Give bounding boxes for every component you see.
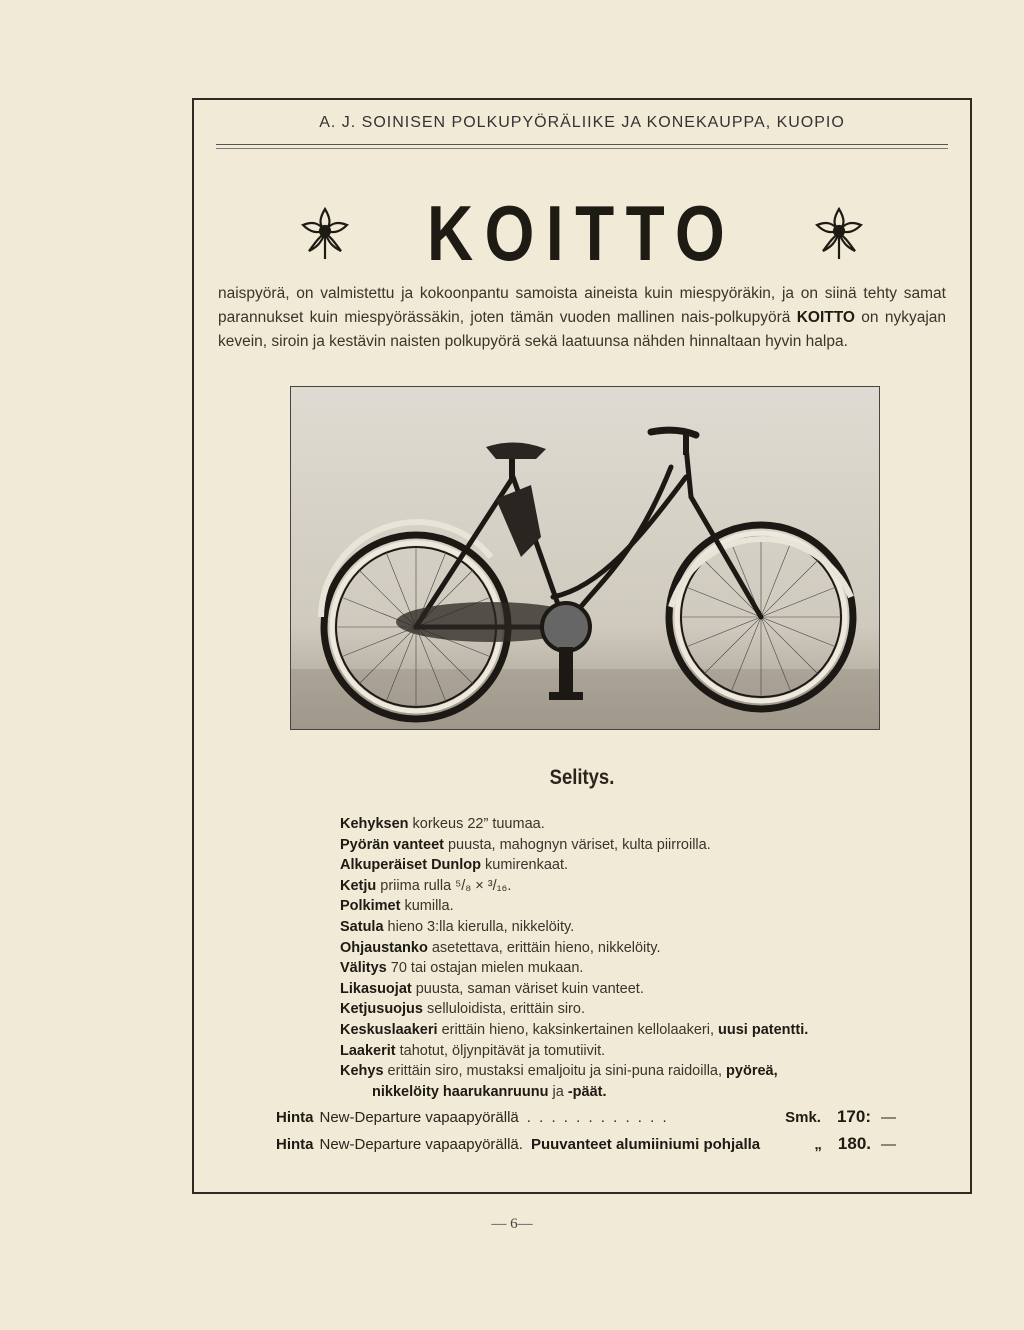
spec-row bbox=[340, 999, 860, 1020]
spec-row-continuation bbox=[340, 1082, 860, 1103]
spec-emphasis: pyöreä, bbox=[726, 1063, 778, 1080]
price-amount: 170: bbox=[836, 1107, 871, 1126]
spec-desc: ja bbox=[548, 1083, 568, 1100]
page-frame bbox=[192, 98, 972, 1194]
spec-row bbox=[340, 1020, 860, 1041]
spec-row bbox=[340, 855, 860, 876]
spec-term: Satula bbox=[340, 918, 384, 935]
spec-desc: korkeus 22” tuumaa. bbox=[408, 816, 545, 832]
spec-row bbox=[340, 1061, 860, 1082]
price-description: New-Departure vapaapyörällä bbox=[319, 1109, 519, 1126]
price-label: Hinta bbox=[276, 1136, 314, 1153]
spec-desc: selluloidista, erittäin siro. bbox=[422, 1001, 585, 1018]
spec-row bbox=[340, 896, 860, 917]
spec-term: Laakerit bbox=[340, 1042, 396, 1059]
spec-term: Ketju bbox=[340, 877, 377, 894]
spec-desc: erittäin siro, mustaksi emaljoitu ja sini-puna raidoilla, bbox=[383, 1063, 727, 1080]
price-leader-dots: . . . . . . . . . . . . bbox=[526, 1109, 669, 1126]
title-row bbox=[194, 188, 970, 278]
spec-desc: puusta, mahognyn väriset, kulta piirroilla. bbox=[443, 836, 711, 853]
spec-desc: priima rulla ⁵/₈ × ³/₁₆. bbox=[376, 877, 512, 894]
intro-brand-name: KOITTO bbox=[796, 309, 855, 326]
price-currency: „ bbox=[814, 1136, 822, 1153]
bicycle-illustration-icon bbox=[291, 387, 880, 730]
spec-term: Ohjaustanko bbox=[340, 939, 428, 956]
price-currency: Smk. bbox=[785, 1109, 821, 1126]
spec-emphasis: -päät. bbox=[567, 1083, 607, 1100]
bicycle-photo bbox=[290, 386, 880, 730]
price-row bbox=[276, 1107, 896, 1127]
spec-row bbox=[340, 958, 860, 979]
store-header: A. J. SOINISEN POLKUPYÖRÄLIIKE JA KONEKAUPPA, KUOPIO bbox=[319, 114, 845, 131]
spec-term: Välitys bbox=[340, 960, 387, 977]
header-rule bbox=[216, 144, 948, 145]
intro-text-start: naispyörä, on valmistettu ja kokoonpantu samoista aineista kuin miespyöräkin, ja on siinä tehty samat parannukset kuin miespyörässäkin, joten tämän vuoden mallinen nais-polkupyörä bbox=[218, 285, 946, 326]
page-number: — 6— bbox=[491, 1216, 533, 1232]
spec-row bbox=[340, 835, 860, 856]
price-row bbox=[276, 1134, 896, 1154]
spec-term: Ketjusuojus bbox=[340, 1001, 423, 1018]
spec-row bbox=[340, 917, 860, 938]
intro-paragraph bbox=[218, 282, 946, 354]
price-extra: Puuvanteet alumiiniumi pohjalla bbox=[530, 1136, 761, 1153]
spec-row bbox=[340, 814, 860, 835]
spec-desc: asetettava, erittäin hieno, nikkelöity. bbox=[427, 939, 661, 956]
price-amount: 180. bbox=[837, 1134, 871, 1153]
price-dash: — bbox=[881, 1109, 896, 1126]
spec-term: Likasuojat bbox=[340, 980, 412, 997]
spec-row bbox=[340, 938, 860, 959]
spec-term: Pyörän vanteet bbox=[340, 836, 444, 853]
spec-desc: tahotut, öljynpitävät ja tomutiivit. bbox=[395, 1042, 606, 1059]
flower-ornament-left-icon bbox=[297, 203, 353, 263]
spec-term: Kehys bbox=[340, 1063, 384, 1080]
product-title: KOITTO bbox=[427, 188, 737, 277]
price-dash: — bbox=[881, 1136, 896, 1153]
header-rule-double bbox=[216, 148, 948, 149]
spec-term: nikkelöity haarukanruunu bbox=[372, 1083, 549, 1100]
spec-term: Alkuperäiset Dunlop bbox=[340, 857, 481, 874]
specifications-list bbox=[340, 814, 860, 1102]
price-label: Hinta bbox=[276, 1109, 314, 1126]
spec-row bbox=[340, 876, 860, 897]
spec-desc: kumilla. bbox=[400, 898, 454, 915]
spec-desc: 70 tai ostajan mielen mukaan. bbox=[386, 960, 584, 977]
price-description: New-Departure vapaapyörällä. bbox=[319, 1136, 523, 1153]
spec-desc: hieno 3:lla kierulla, nikkelöity. bbox=[383, 918, 575, 935]
intro-text-end: on nykyajan kevein, siroin ja kestävin naisten polkupyörä sekä laatuunsa nähden hinnaltaan hyvin halpa. bbox=[218, 309, 947, 350]
spec-desc: kumirenkaat. bbox=[481, 857, 569, 874]
spec-row bbox=[340, 979, 860, 1000]
spec-term: Keskuslaakeri bbox=[340, 1021, 438, 1038]
flower-ornament-right-icon bbox=[811, 203, 867, 263]
spec-term: Kehyksen bbox=[340, 816, 409, 832]
spec-row bbox=[340, 1041, 860, 1062]
spec-desc: puusta, saman väriset kuin vanteet. bbox=[411, 980, 644, 997]
spec-term: Polkimet bbox=[340, 898, 401, 915]
section-heading: Selitys. bbox=[549, 766, 615, 789]
spec-emphasis: uusi patentti. bbox=[718, 1021, 809, 1038]
spec-desc: erittäin hieno, kaksinkertainen kellolaakeri, bbox=[437, 1021, 719, 1038]
